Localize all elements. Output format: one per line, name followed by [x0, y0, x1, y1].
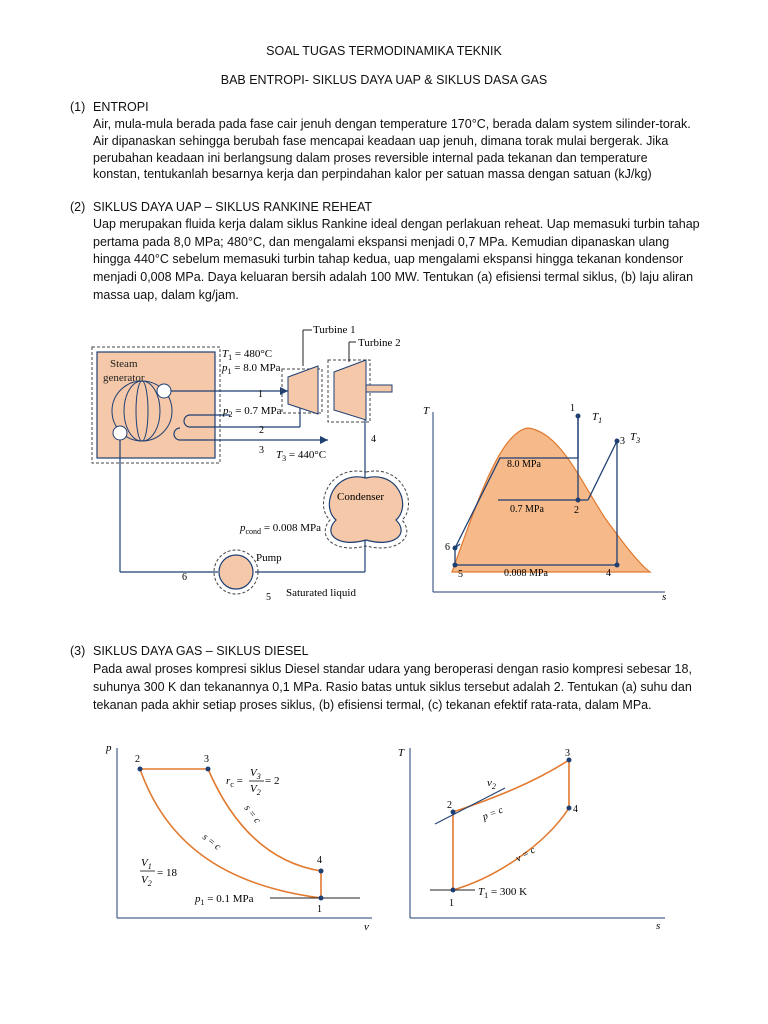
svg-text:rc =: $r_c$ =	[226, 775, 243, 789]
q1-line: konstan, tentukanlah besarnya kerja dan perpindahan kalor per satuan massa dengan satuan (kJ/kg)	[93, 167, 652, 181]
isentropic-label: s = c	[241, 803, 263, 826]
svg-text:v = c	[514, 844, 538, 864]
svg-text:V2: $V_2$	[250, 783, 261, 797]
process-4-1	[453, 808, 569, 890]
p1-label: p	[195, 893, 201, 905]
q2-title: SIKLUS DAYA UAP – SIKLUS RANKINE REHEAT	[93, 200, 373, 214]
q3-line: Pada awal proses kompresi siklus Diesel standar udara yang beroperasi dengan rasio kompresi sebesar 18,	[93, 662, 692, 676]
svg-text:V2: $V_2$	[141, 874, 152, 888]
rc-label: r	[226, 775, 231, 787]
svg-text:T1 = 300 K: $T_1 = 300$ K	[478, 886, 528, 900]
svg-text:T	[398, 747, 405, 759]
svg-text:T1: $T_1$	[592, 411, 603, 425]
q3-line: tekanan pada akhir setiap proses siklus, (b) efisiensi termal, (c) tekanan efektif rata-rata, dalam MPa.	[93, 698, 652, 712]
q2-line: pertama pada 8,0 MPa; 480°C, dan mengalami ekspansi menjadi 0,7 MPa. Kemudian dipanaskan ulang	[93, 235, 670, 249]
ts-state-5: 5	[458, 569, 463, 580]
q2-line: menjadi 0,008 MPa. Daya keluaran bersih adalah 100 MW. Tentukan (a) efisiensi termal siklus, (b) laju aliran	[93, 270, 694, 284]
q1-line: Air dipanaskan sehingga berubah fase mencapai keadaan uap jenuh, dimana torak mulai bergerak. Jika	[93, 134, 669, 148]
pump-label: Pump	[256, 552, 282, 564]
svg-text:T1 = 480°C: $T_1 = 480^\circ C$	[222, 348, 273, 362]
q2-line: hingga 440°C sebelum memasuki turbin tahap kedua, uap mengalami ekspansi hingga tekanan kondensor	[93, 252, 684, 266]
svg-text:1	[449, 898, 454, 909]
q1-number: (1)	[70, 100, 86, 114]
pv-state-4: 4	[317, 855, 322, 866]
T1-label: T	[478, 886, 485, 898]
x-axis-label: s	[656, 920, 661, 932]
ts-state-2: 2	[574, 505, 579, 516]
ts-T3-label: T	[630, 431, 637, 443]
ts-state-1: 1	[570, 403, 575, 414]
svg-text:3	[565, 748, 570, 759]
ts-state-4: 4	[573, 804, 578, 815]
process-2-3	[453, 760, 569, 812]
state-6: 6	[182, 572, 187, 583]
svg-text:p1 = 0.1 MPa: $p_1 = 0.1$ MPa	[195, 893, 254, 907]
ts-state-6: 6	[445, 542, 450, 553]
document-subtitle: BAB ENTROPI- SIKLUS DAYA UAP & SIKLUS DASA GAS	[220, 73, 548, 87]
saturated-liquid-label: Saturated liquid	[286, 587, 356, 599]
document-title: SOAL TUGAS TERMODINAMIKA TEKNIK	[266, 44, 502, 58]
pv-state-1: 1	[317, 904, 322, 915]
svg-text:T3 = 440°C: $T_3 = 440^\circ C$	[276, 449, 327, 463]
y-axis-label: T	[423, 405, 430, 417]
svg-text:p = c	[480, 804, 505, 823]
y-axis-label: p	[106, 742, 112, 754]
ratio-v2: V	[141, 874, 148, 886]
svg-text:T3: $T_3$	[630, 431, 641, 445]
state-4: 4	[371, 434, 376, 445]
q1-line: Air, mula-mula berada pada fase cair jenuh dengan temperature 170°C, berada dalam system silinder-torak.	[93, 117, 691, 131]
ts-state-4: 4	[606, 568, 611, 579]
state-3: 3	[259, 445, 264, 456]
ts-state-3: 3	[565, 748, 570, 759]
svg-text:pcond = 0.008 MPa: $p_{cond} = 0.008$ MPa	[240, 522, 322, 536]
q2-line: Uap merupakan fluida kerja dalam siklus Rankine ideal dengan perlakuan reheat. Uap memasuki turbin tahap	[93, 217, 700, 231]
p2-label: p	[223, 405, 229, 417]
svg-text:V1: $V_1$	[141, 857, 152, 871]
x-axis-label: s	[662, 591, 667, 603]
q3-number: (3)	[70, 644, 86, 658]
svg-text:V3: $V_3$	[250, 767, 261, 781]
isobar-label: p = c	[481, 804, 505, 823]
state-5: 5	[266, 592, 271, 603]
condenser-label: Condenser	[337, 491, 385, 503]
y-axis-label: T	[398, 747, 405, 759]
turbine-2-label: Turbine 2	[358, 337, 401, 349]
state-2: 2	[259, 425, 264, 436]
svg-text:p2 = 0.7 MPa: $p_2 = 0.7$ MPa	[223, 405, 282, 419]
svg-text:p1 = 8.0 MPa: $p_1 = 8.0$ MPa	[222, 362, 281, 376]
isentropic-label: s = c	[200, 831, 223, 853]
q1-line: perubahan keadaan ini berlangsung dalam proses reversible internal pada tekanan dan temperature	[93, 151, 648, 165]
ts-T1-label: T	[592, 411, 599, 423]
pv-state-3: 3	[204, 754, 209, 765]
steam-generator-label: Steam	[110, 358, 138, 370]
ts-state-2: 2	[447, 800, 452, 811]
ts-state-1: 1	[449, 898, 454, 909]
svg-text:2	[447, 800, 452, 811]
svg-text:s	[656, 920, 660, 932]
p1-label: p	[222, 362, 228, 374]
turbine-1-label: Turbine 1	[313, 324, 356, 336]
x-axis-label: v	[364, 921, 369, 933]
q3-title: SIKLUS DAYA GAS – SIKLUS DIESEL	[93, 644, 309, 658]
p-high-label: 8.0 MPa	[507, 459, 541, 470]
t1-label: T	[222, 348, 229, 360]
q3-line: suhunya 300 K dan tekanannya 0,1 MPa. Rasio batas untuk siklus tersebut adalah 2. Tentukan (a) suhu dan	[93, 680, 692, 694]
ratio-v1: V	[141, 857, 148, 869]
steam-generator-label: generator	[103, 372, 145, 384]
pv-state-2: 2	[135, 754, 140, 765]
svg-text:v2: $v_2$	[487, 777, 496, 791]
v2-label: v	[487, 777, 492, 789]
p-low-label: 0.008 MPa	[504, 568, 548, 579]
q2-line: massa uap, dalam kg/jam.	[93, 288, 239, 302]
state-1: 1	[258, 389, 263, 400]
rc-value: = 2	[265, 775, 280, 787]
ts-state-3: 3	[620, 436, 625, 447]
ratio-value: = 18	[157, 867, 177, 879]
q2-number: (2)	[70, 200, 86, 214]
p-mid-label: 0.7 MPa	[510, 504, 544, 515]
pcond-label: p	[240, 522, 246, 534]
q1-title: ENTROPI	[93, 100, 149, 114]
isochore-label: v = c	[514, 844, 538, 865]
t3-label: T	[276, 449, 283, 461]
svg-text:4	[573, 804, 578, 815]
